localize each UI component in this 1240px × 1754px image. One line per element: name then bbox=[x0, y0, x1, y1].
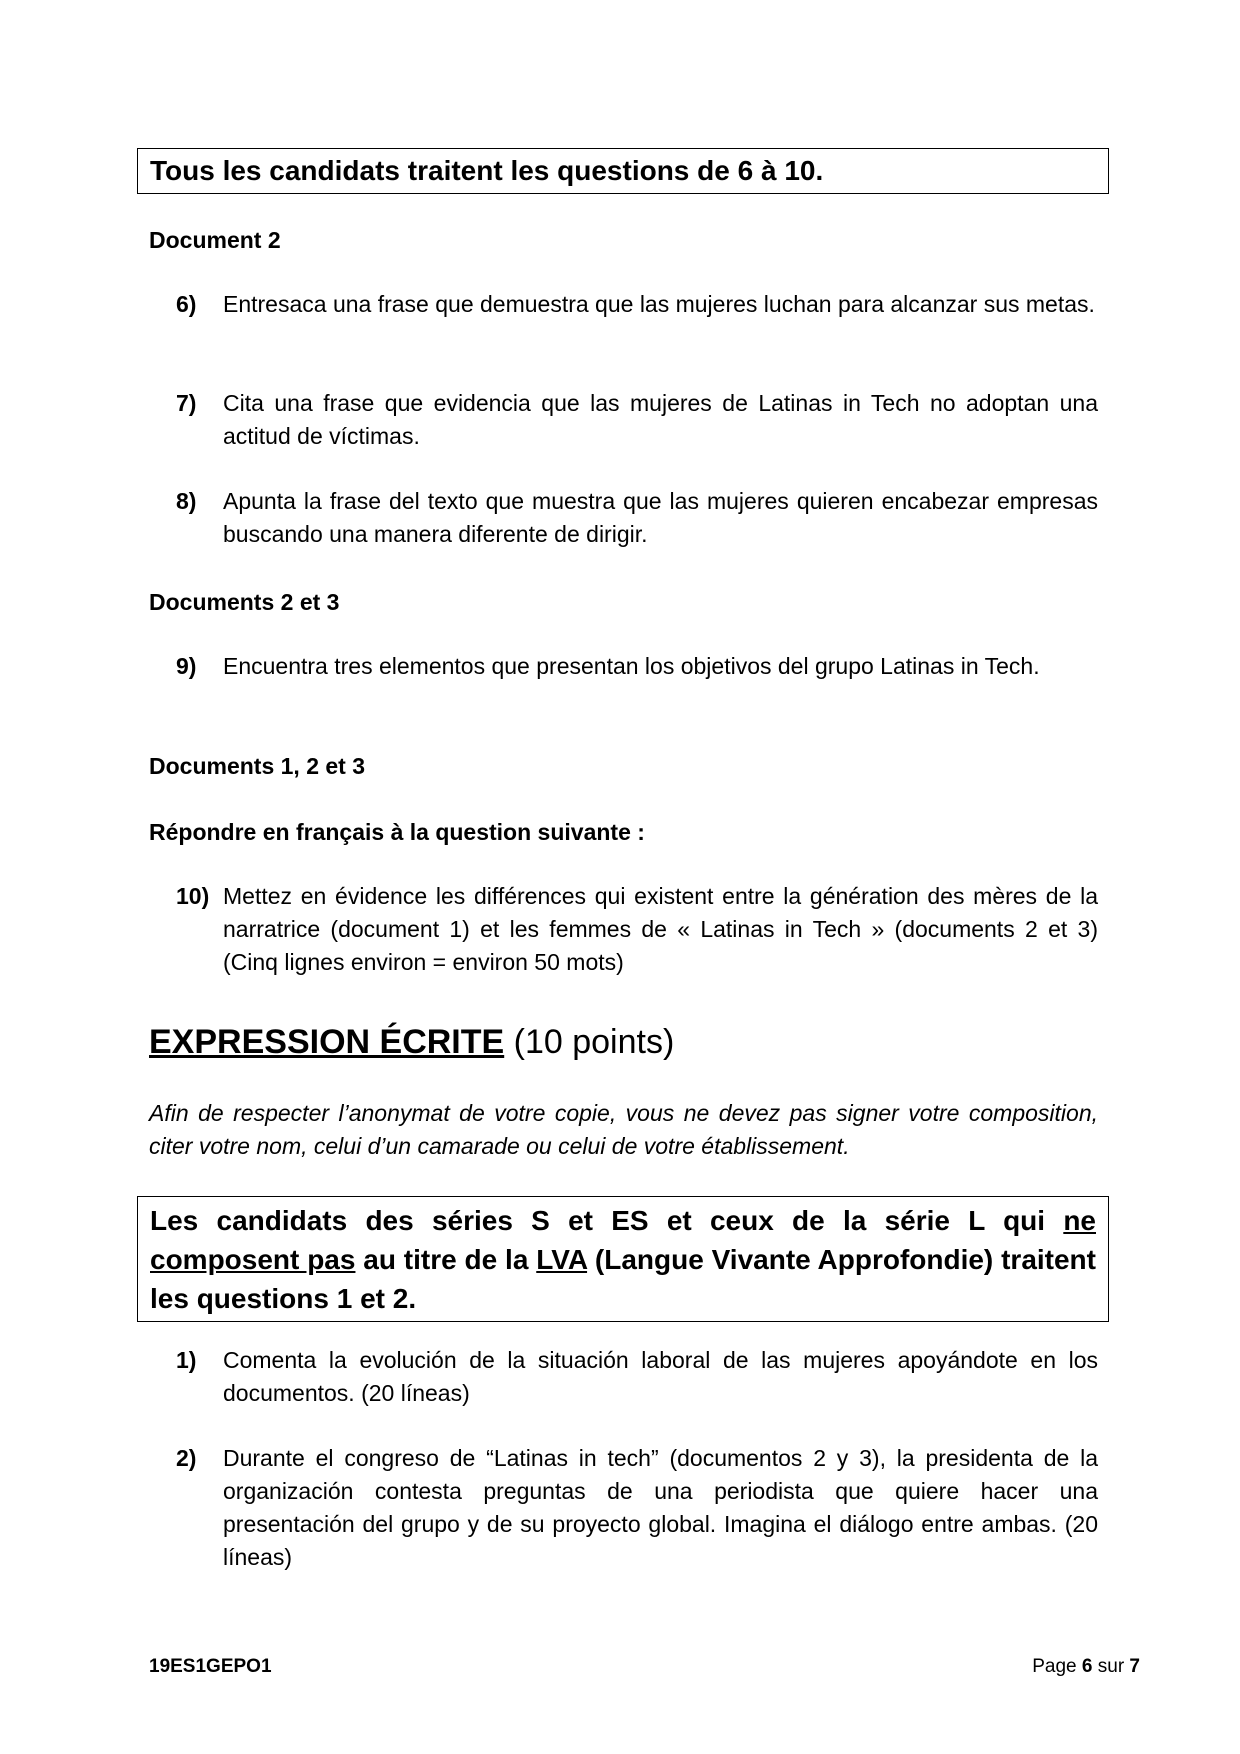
question-number: 9) bbox=[176, 653, 197, 679]
anonymity-note: Afin de respecter l’anonymat de votre copie, vous ne devez pas signer votre composition, citer votre nom, celui d’un camarade ou celui de votre établissement. bbox=[149, 1100, 1098, 1159]
question-text: Mettez en évidence les différences qui existent entre la génération des mères de la narratrice (document 1) et les femmes de « Latinas in Tech » (documents 2 et 3) (Cinq lignes environ = environ 50 mots) bbox=[223, 883, 1098, 975]
box-text-part1: Les candidats des séries S et ES et ceux de la série L qui bbox=[150, 1205, 1064, 1236]
question-text: Apunta la frase del texto que muestra que las mujeres quieren encabezar empresas buscando una manera diferente de dirigir. bbox=[223, 488, 1098, 547]
question-number: 8) bbox=[176, 488, 197, 514]
heading-documents-2-3: Documents 2 et 3 bbox=[149, 589, 340, 615]
page-prefix: Page bbox=[1032, 1656, 1082, 1677]
heading-answer-in-french: Répondre en français à la question suivante : bbox=[149, 819, 645, 845]
box-text-part2: au titre de la bbox=[355, 1244, 537, 1275]
expression-title-main: EXPRESSION ÉCRITE bbox=[149, 1023, 505, 1061]
question-text: Entresaca una frase que demuestra que las mujeres luchan para alcanzar sus metas. bbox=[223, 291, 1095, 317]
question-number: 1) bbox=[176, 1347, 197, 1373]
box-text-ne-composent-pas: ne composent pas bbox=[150, 1205, 1096, 1275]
box-text-lva: LVA bbox=[536, 1244, 588, 1275]
instruction-text: Tous les candidats traitent les questions de 6 à 10. bbox=[150, 155, 824, 186]
question-number: 2) bbox=[176, 1445, 197, 1471]
footer-exam-code: 19ES1GEPO1 bbox=[149, 1656, 272, 1677]
expression-title-points: (10 points) bbox=[504, 1023, 675, 1061]
question-text: Comenta la evolución de la situación laboral de las mujeres apoyándote en los documentos. (20 líneas) bbox=[223, 1347, 1098, 1406]
question-text: Cita una frase que evidencia que las mujeres de Latinas in Tech no adoptan una actitud de víctimas. bbox=[223, 390, 1098, 449]
page-current: 6 bbox=[1081, 1656, 1093, 1677]
question-text: Durante el congreso de “Latinas in tech” (documentos 2 y 3), la presidenta de la organización contesta preguntas de una periodista que quiere hacer una presentación del grupo y de su proyecto global. Imagina el diálogo entre ambas. (20 líneas) bbox=[223, 1445, 1098, 1570]
page-total: 7 bbox=[1129, 1656, 1140, 1677]
page-mid: sur bbox=[1092, 1656, 1130, 1677]
question-number: 6) bbox=[176, 291, 197, 317]
heading-documents-1-2-3: Documents 1, 2 et 3 bbox=[149, 753, 366, 779]
question-text: Encuentra tres elementos que presentan los objetivos del grupo Latinas in Tech. bbox=[223, 653, 1040, 679]
instruction-box-expression bbox=[137, 1196, 1109, 1322]
instruction-box-questions-6-10 bbox=[137, 148, 1109, 194]
question-number: 10) bbox=[176, 883, 210, 909]
heading-document-2: Document 2 bbox=[149, 227, 281, 253]
expression-ecrite-title bbox=[149, 1020, 674, 1064]
footer-page-number bbox=[1032, 1654, 1140, 1680]
question-number: 7) bbox=[176, 390, 197, 416]
box-text-part3: (Langue Vivante Approfondie) traitent les questions 1 et 2. bbox=[150, 1244, 1096, 1314]
